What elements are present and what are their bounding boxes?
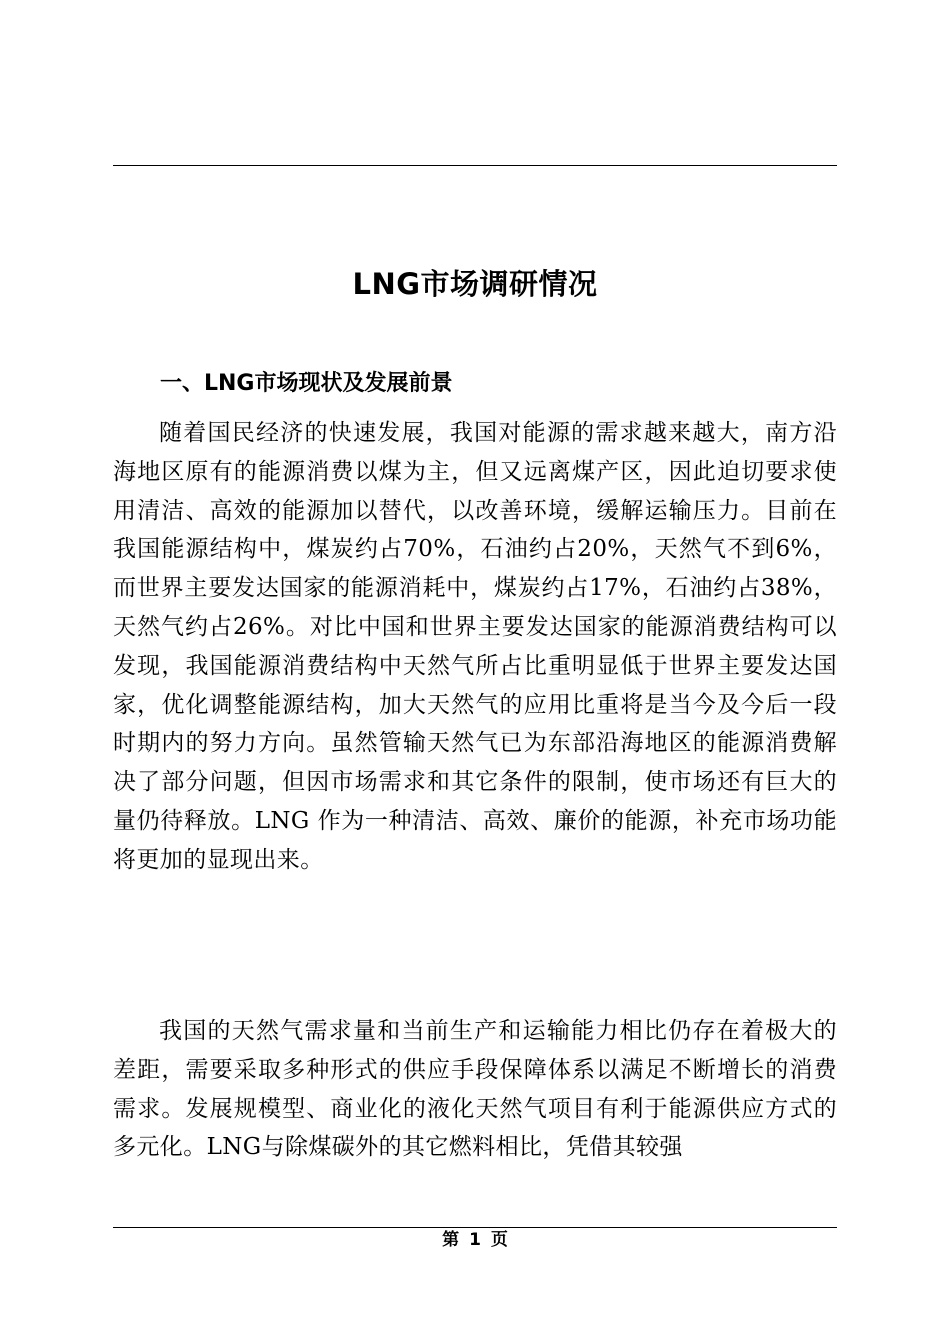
body-paragraph: 随着国民经济的快速发展，我国对能源的需求越来越大，南方沿海地区原有的能源消费以煤为主，但又远离煤产区，因此迫切要求使用清洁、高效的能源加以替代，以改善环境，缓解运输压力。目前在我国能源结构中，煤炭约占70%，石油约占20%，天然气不到6%，而世界主要发达国家的能源消耗中，煤炭约占17%，石油约占38%，天然气约占26%。对比中国和世界主要发达国家的能源消费结构可以发现，我国能源消费结构中天然气所占比重明显低于世界主要发达国家，优化调整能源结构，加大天然气的应用比重将是当今及今后一段时期内的努力方向。虽然管输天然气已为东部沿海地区的能源消费解决了部分问题，但因市场需求和其它条件的限制，使市场还有巨大的量仍待释放。LNG 作为一种清洁、高效、廉价的能源，补充市场功能将更加的显现出来。 [113,420,837,873]
document-title: LNG市场调研情况 [352,267,598,301]
body-paragraph: 我国的天然气需求量和当前生产和运输能力相比仍存在着极大的差距，需要采取多种形式的供应手段保障体系以满足不断增长的消费需求。发展规模型、商业化的液化天然气项目有利于能源供应方式的多元化。LNG与除煤碳外的其它燃料相比，凭借其较强 [113,1018,837,1161]
page-number: 第 1 页 [442,1230,508,1250]
section-heading: 一、LNG市场现状及发展前景 [160,371,453,396]
header-rule [113,165,837,166]
